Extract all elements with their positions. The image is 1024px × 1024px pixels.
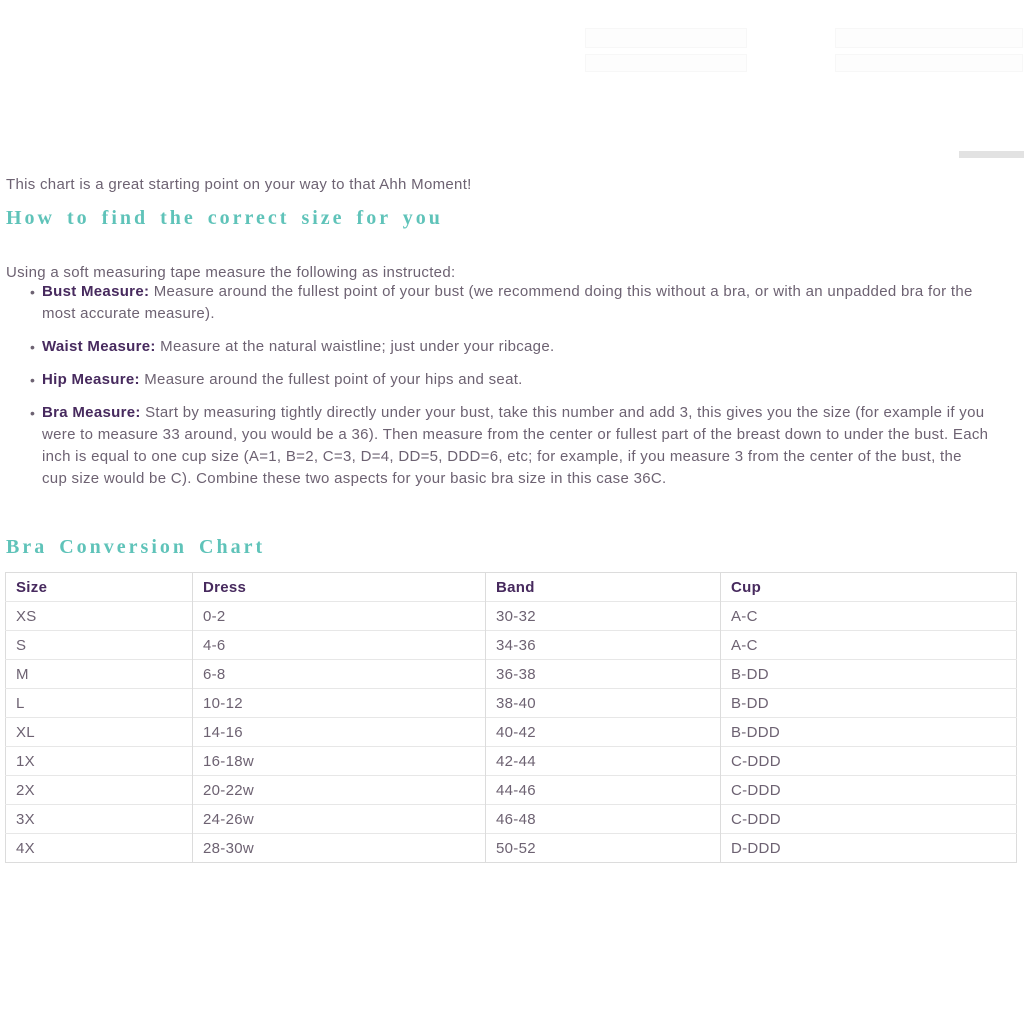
bullet-text: Measure at the natural waistline; just under your ribcage. [160, 338, 555, 355]
column-header-dress: Dress [193, 573, 486, 602]
table-cell: 1X [6, 747, 193, 776]
measure-list [6, 281, 990, 501]
table-cell: 2X [6, 776, 193, 805]
list-item-bra [6, 402, 990, 490]
table-row [6, 834, 1017, 863]
table-cell: 42-44 [486, 747, 721, 776]
bullet-label: Bra Measure: [42, 404, 141, 421]
column-header-band: Band [486, 573, 721, 602]
table-cell: 34-36 [486, 631, 721, 660]
table-cell: 40-42 [486, 718, 721, 747]
column-header-size: Size [6, 573, 193, 602]
table-cell: 16-18w [193, 747, 486, 776]
table-header-row [6, 573, 1017, 602]
bullet-label: Bust Measure: [42, 283, 150, 300]
faded-banner [585, 28, 1021, 72]
bra-conversion-table [5, 572, 1017, 863]
table-cell: 20-22w [193, 776, 486, 805]
table-cell: S [6, 631, 193, 660]
bullet-text: Start by measuring tightly directly under your bust, take this number and add 3, this gives you the size (for example if you were to measure 33 around, you would be a 36). Then measure from the center or fullest part of the breast down to under the bust. Each inch is equal to one cup size (A=1, B=2, C=3, D=4, DD=5, DDD=6, etc; for example, if you measure 3 from the center of the bust, the cup size would be C). Combine these two aspects for your basic bra size in this case 36C. [42, 404, 989, 487]
table-cell: B-DD [721, 689, 1017, 718]
table-cell: L [6, 689, 193, 718]
faded-banner-box [585, 54, 747, 72]
bullet-label: Waist Measure: [42, 338, 156, 355]
table-cell: 4X [6, 834, 193, 863]
how-to-heading: How to find the correct size for you [6, 207, 443, 229]
table-row [6, 718, 1017, 747]
conversion-chart-heading: Bra Conversion Chart [6, 536, 266, 558]
table-cell: 50-52 [486, 834, 721, 863]
table-cell: 30-32 [486, 602, 721, 631]
list-item-hip [6, 369, 990, 391]
faded-banner-box [835, 28, 1023, 48]
table-cell: XS [6, 602, 193, 631]
table-cell: A-C [721, 602, 1017, 631]
table-cell: C-DDD [721, 776, 1017, 805]
size-table-body [6, 602, 1017, 863]
bullet-text: Measure around the fullest point of your hips and seat. [144, 371, 523, 388]
right-edge-divider [959, 151, 1024, 158]
table-cell: 3X [6, 805, 193, 834]
table-cell: 6-8 [193, 660, 486, 689]
table-row [6, 660, 1017, 689]
table-cell: C-DDD [721, 805, 1017, 834]
table-row [6, 776, 1017, 805]
table-cell: C-DDD [721, 747, 1017, 776]
table-cell: 46-48 [486, 805, 721, 834]
table-row [6, 602, 1017, 631]
table-row [6, 689, 1017, 718]
table-cell: XL [6, 718, 193, 747]
bullet-label: Hip Measure: [42, 371, 140, 388]
table-cell: 28-30w [193, 834, 486, 863]
table-cell: M [6, 660, 193, 689]
table-row [6, 805, 1017, 834]
table-cell: B-DD [721, 660, 1017, 689]
table-cell: 24-26w [193, 805, 486, 834]
list-item-waist [6, 336, 990, 358]
table-cell: 14-16 [193, 718, 486, 747]
intro-text: This chart is a great starting point on your way to that Ahh Moment! [6, 176, 472, 193]
instructions-lead: Using a soft measuring tape measure the following as instructed: [6, 264, 456, 281]
table-cell: 0-2 [193, 602, 486, 631]
table-cell: B-DDD [721, 718, 1017, 747]
table-cell: A-C [721, 631, 1017, 660]
table-cell: 10-12 [193, 689, 486, 718]
bullet-text: Measure around the fullest point of your bust (we recommend doing this without a bra, or with an unpadded bra for the most accurate measure). [42, 283, 973, 322]
faded-banner-box [835, 54, 1023, 72]
table-row [6, 747, 1017, 776]
table-cell: D-DDD [721, 834, 1017, 863]
table-cell: 36-38 [486, 660, 721, 689]
column-header-cup: Cup [731, 578, 762, 596]
table-cell: 44-46 [486, 776, 721, 805]
table-cell: 4-6 [193, 631, 486, 660]
table-row [6, 631, 1017, 660]
faded-banner-box [585, 28, 747, 48]
table-cell: 38-40 [486, 689, 721, 718]
list-item-bust [6, 281, 990, 325]
